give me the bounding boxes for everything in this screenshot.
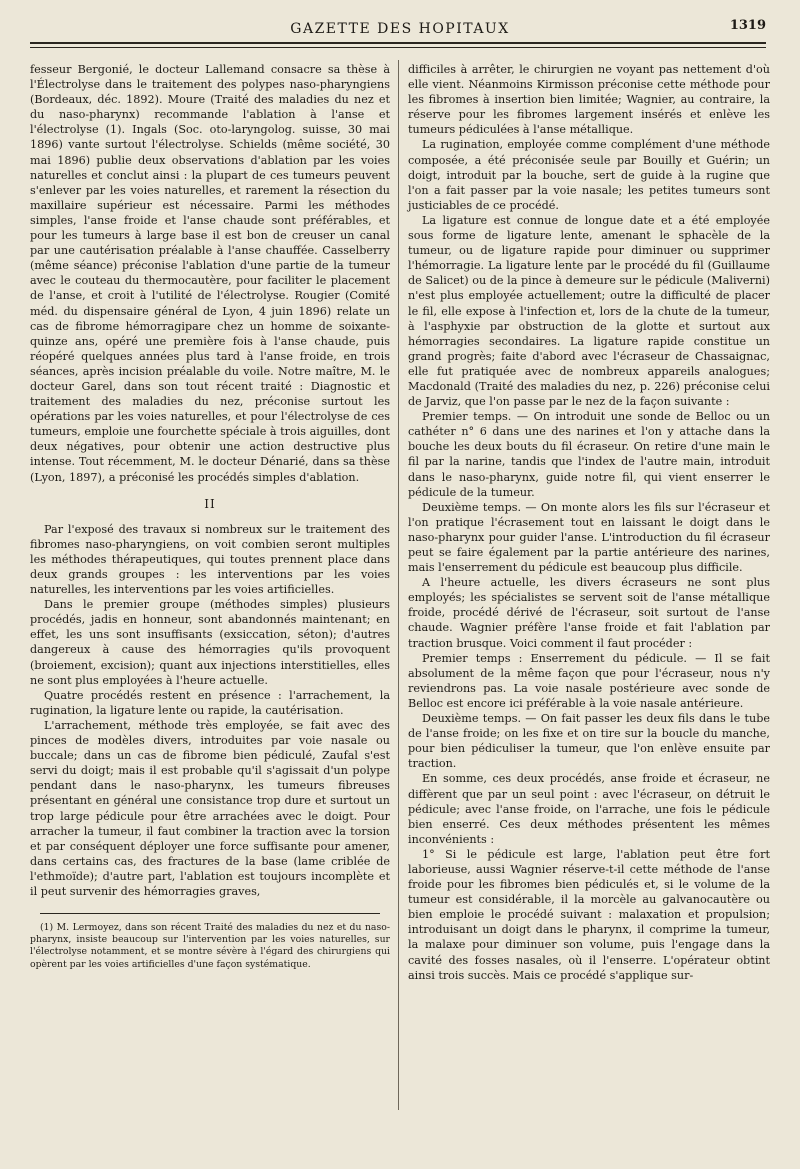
paragraph: La rugination, employée comme complément d'une méthode composée, a été préconisée seule par Bouilly et Guérin; un doigt, introduit par la bouche, sert de guide à la rugine que l'on a fait passer par la voie nasale; les petites tumeurs sont justiciables de ce procédé. <box>408 138 770 212</box>
paragraph: Deuxième temps. — On fait passer les deux fils dans le tube de l'anse froide; on les fixe et on tire sur la boucle du manche, pour bien pédiculiser la tumeur, que l'on enlève ensuite par traction. <box>408 712 770 771</box>
running-title: GAZETTE DES HOPITAUX <box>290 21 510 37</box>
paragraph: fesseur Bergonié, le docteur Lallemand consacre sa thèse à l'Électrolyse dans le traitement des polypes naso-pharyngiens (Bordeaux, déc. 1892). Moure (Traité des maladies du nez et du naso-pharynx) recommande l'ablation à l'anse et l'électrolyse (1). Ingals (Soc. oto-laryngolog. suisse, 30 mai 1896) vante surtout l'électrolyse. Schields (même société, 30 mai 1896) publie deux observations d'ablation par les voies naturelles et conclut ainsi : la plupart de ces tumeurs peuvent s'enlever par les voies naturelles, et rarement la résection du maxillaire supérieur est nécessaire. Parmi les méthodes simples, l'anse froide et l'anse chaude sont préférables, et pour les tumeurs à large base il est bon de creuser un canal par une cautérisation préalable à l'anse chauffée. Casselberry (même séance) préconise l'ablation d'une partie de la tumeur avec le couteau du thermocautère, pour faciliter le placement de l'anse, et croit à l'utilité de l'électrolyse. Rougier (Comité méd. du dispensaire général de Lyon, 4 juin 1896) relate un cas de fibrome hémorragipare chez un homme de soixante-quinze ans, opéré une première fois à l'anse chaude, puis réopéré quelques années plus tard à l'anse froide, en trois séances, après incision préalable du voile. Notre maître, M. le docteur Garel, dans son tout récent traité : Diagnostic et traitement des maladies du nez, préconise surtout les opérations par les voies naturelles, et pour l'électrolyse de ces tumeurs, emploie une fourchette spéciale à trois aiguilles, dont deux négatives, pour obtenir une action destructive plus intense. Tout récemment, M. le docteur Dénarié, dans sa thèse (Lyon, 1897), a préconisé les procédés simples d'ablation. <box>30 63 390 484</box>
footnote: (1) M. Lermoyez, dans son récent Traité des maladies du nez et du naso-pharynx, insiste beaucoup sur l'intervention par les voies naturelles, sur l'électrolyse notamment, et se montre sévère à l'égard des chirurgiens qui opèrent par les voies artificielles d'une façon systématique. <box>30 922 390 970</box>
column-divider <box>398 60 399 1110</box>
paragraph: Deuxième temps. — On monte alors les fils sur l'écraseur et l'on pratique l'écrasement tout en laissant le doigt dans le naso-pharynx pour guider l'anse. L'introduction du fil écraseur peut se faire également par la partie antérieure des narines, mais l'enserrement du pédicule est beaucoup plus difficile. <box>408 500 770 575</box>
page-number: 1319 <box>729 18 766 33</box>
paragraph: En somme, ces deux procédés, anse froide et écraseur, ne diffèrent que par un seul point : avec l'écraseur, on détruit le pédicule; avec l'anse froide, on l'arrache, une fois le pédicule bien enserré. Ces deux méthodes présentent les mêmes inconvénients : <box>408 772 770 846</box>
page-header <box>30 18 770 40</box>
paragraph: La ligature est connue de longue date et a été employée sous forme de ligature lente, amenant le sphacèle de la tumeur, ou de ligature rapide pour diminuer ou supprimer l'hémorragie. La ligature lente par le procédé du fil (Guillaume de Salicet) ou de la pince à demeure sur le pédicule (Maliverni) n'est plus employée actuellement; outre la difficulté de placer le fil, elle expose à l'infection et, lors de la chute de la tumeur, à l'asphyxie par obstruction de la glotte et surtout aux hémorragies secondaires. La ligature rapide constitue un grand progrès; faite d'abord avec l'écraseur de Chassaignac, elle fut pratiquée avec de nombreux appareils analogues; Macdonald (Traité des maladies du nez, p. 226) préconise celui de Jarviz, que l'on passe par le nez de la façon suivante : <box>408 213 770 409</box>
paragraph: A l'heure actuelle, les divers écraseurs ne sont plus employés; les spécialistes se servent soit de l'anse métallique froide, procédé dérivé de l'écraseur, soit surtout de l'anse chaude. Wagnier préfère l'anse froide et fait l'ablation par traction brusque. Voici comment il faut procéder : <box>408 576 770 650</box>
paragraph: Dans le premier groupe (méthodes simples) plusieurs procédés, jadis en honneur, sont abandonnés maintenant; en effet, les uns sont insuffisants (exsiccation, séton); d'autres dangereux à cause des hémorragies qu'ils provoquent (broiement, excision); quant aux injections interstitielles, elles ne sont plus employées à l'heure actuelle. <box>30 598 390 687</box>
paragraph: L'arrachement, méthode très employée, se fait avec des pinces de modèles divers, introduites par voie nasale ou buccale; dans un cas de fibrome bien pédiculé, Zaufal s'est servi du doigt; mais il est probable qu'il s'agissait d'un polype pendant dans le naso-pharynx, les tumeurs fibreuses présentant en général une consistance trop dure et surtout un trop large pédicule pour être arrachées avec le doigt. Pour arracher la tumeur, il faut combiner la traction avec la torsion et par conséquent déployer une force suffisante pour amener, dans certains cas, des fractures de la base (lame criblée de l'ethmoïde); d'autre part, l'ablation est toujours incomplète et il peut survenir des hémorragies graves, <box>30 718 390 898</box>
paragraph: difficiles à arrêter, le chirurgien ne voyant pas nettement d'où elle vient. Néanmoins Kirmisson préconise cette méthode pour les fibromes à insertion bien limitée; Wagnier, au contraire, la réserve pour les fibromes largement insérés et enlève les tumeurs pédiculées à l'anse métallique. <box>408 63 770 137</box>
paragraph: Premier temps. — On introduit une sonde de Belloc ou un cathéter n° 6 dans une des narines et l'on y attache dans la bouche les deux bouts du fil écraseur. On retire d'une main le fil par la narine, tandis que l'index de l'autre main, introduit dans le naso-pharynx, guide notre fil, qui vient enserrer le pédicule de la tumeur. <box>408 410 770 499</box>
paragraph: Premier temps : Enserrement du pédicule. — Il se fait absolument de la même façon que pour l'écraseur, nous n'y reviendrons pas. La voie nasale postérieure avec sonde de Belloc est encore ici préférable à la voie nasale antérieure. <box>408 651 770 710</box>
section-number: II <box>204 496 216 511</box>
paragraph: 1° Si le pédicule est large, l'ablation peut être fort laborieuse, aussi Wagnier réserve-t-il cette méthode de l'anse froide pour les fibromes bien pédiculés et, si le volume de la tumeur est considérable, il la morcèle au galvanocautère ou bien emploie le procédé suivant : malaxation et propulsion; introduisant un doigt dans le pharynx, il comprime la tumeur, la malaxe pour diminuer son volume, puis l'engage dans la cavité des fosses nasales, où il l'enserre. L'opérateur obtint ainsi trois succès. Mais ce procédé s'applique sur- <box>408 847 770 982</box>
right-column <box>408 62 770 983</box>
header-rule <box>30 42 766 48</box>
paragraph: Quatre procédés restent en présence : l'arrachement, la rugination, la ligature lente ou rapide, la cautérisation. <box>30 688 390 717</box>
paragraph: Par l'exposé des travaux si nombreux sur le traitement des fibromes naso-pharyngiens, on voit combien seront multiples les méthodes thérapeutiques, qui toutes prennent place dans deux grands groupes : les interventions par les voies naturelles, les interventions par les voies artificielles. <box>30 522 390 597</box>
left-column <box>30 62 390 971</box>
footnote-rule <box>40 913 380 914</box>
